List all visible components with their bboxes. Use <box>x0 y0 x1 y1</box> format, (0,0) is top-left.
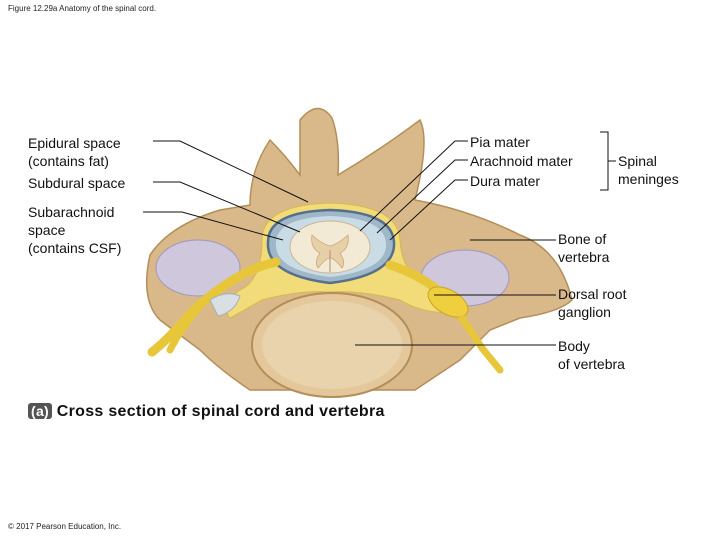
label-dorsal-root-ganglion: Dorsal root ganglion <box>558 286 627 320</box>
label-arachnoid-mater: Arachnoid mater <box>470 153 573 169</box>
leader-meninges-bracket <box>600 132 608 190</box>
label-bone-of-vertebra: Bone of vertebra <box>558 231 610 265</box>
label-dura-mater: Dura mater <box>470 173 541 189</box>
subcaption <box>28 403 385 421</box>
label-body-of-vertebra: Body of vertebra <box>558 338 625 372</box>
subcaption-text: Cross section of spinal cord and vertebra <box>56 403 385 420</box>
label-epidural-space: Epidural space (contains fat) <box>28 135 121 169</box>
label-subdural-space: Subdural space <box>28 175 126 191</box>
copyright-notice: © 2017 Pearson Education, Inc. <box>8 522 122 531</box>
label-subarachnoid-space: Subarachnoid space (contains CSF) <box>28 204 122 256</box>
figure-caption: Figure 12.29a Anatomy of the spinal cord. <box>8 4 157 13</box>
subcaption-letter: (a) <box>28 403 52 419</box>
label-spinal-meninges: Spinal meninges <box>618 153 679 187</box>
label-pia-mater: Pia mater <box>470 134 530 150</box>
